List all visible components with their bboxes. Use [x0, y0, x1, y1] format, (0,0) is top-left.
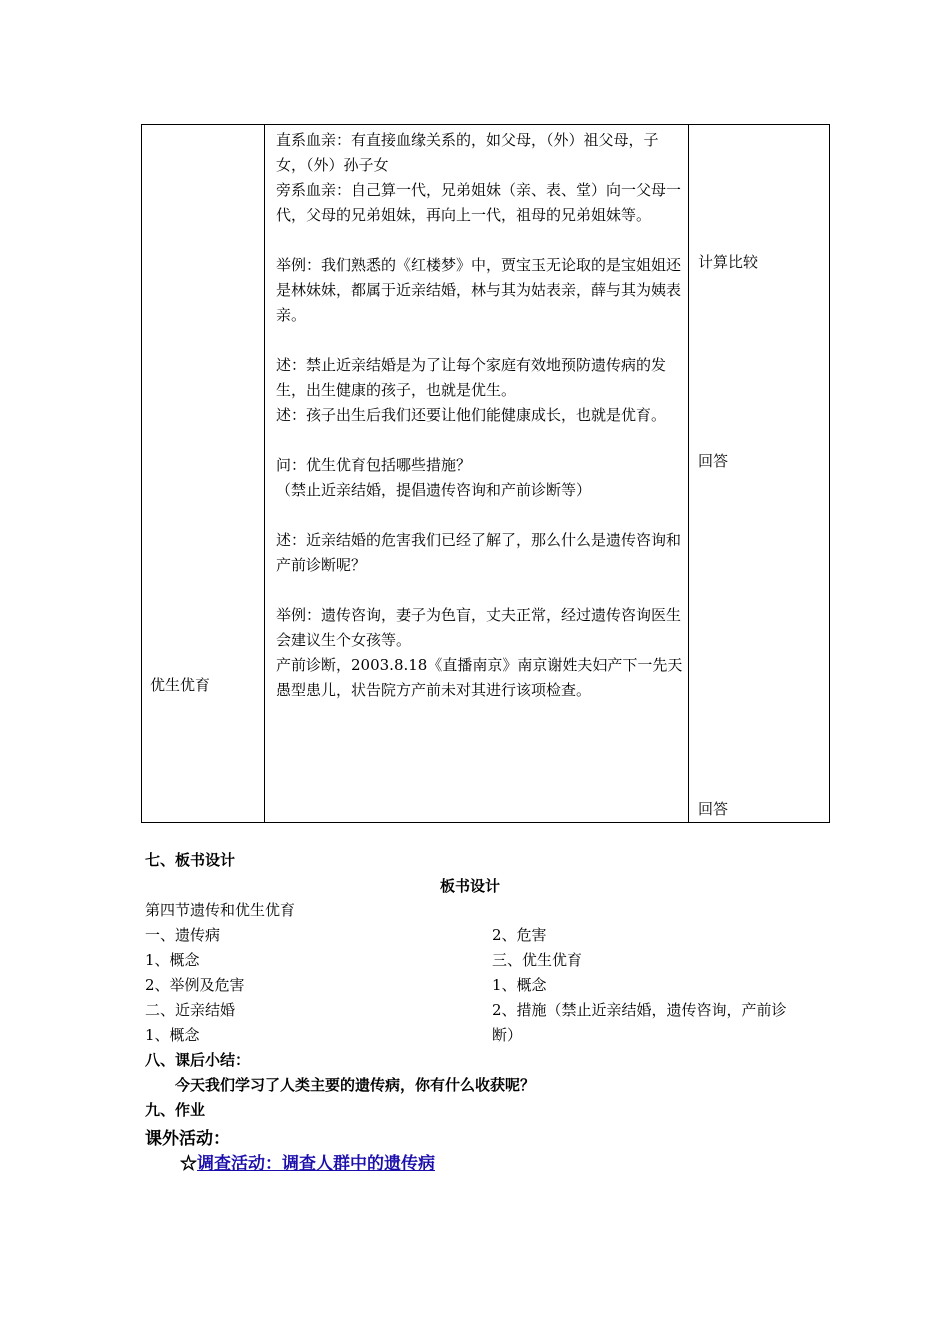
board-left-item: 一、遗传病: [145, 926, 221, 944]
section-9-heading: 九、作业: [145, 1101, 206, 1119]
lesson-table: [141, 124, 830, 823]
section-7-heading: 七、板书设计: [145, 851, 236, 869]
blank-line: [276, 503, 688, 528]
board-left-item: 2、举例及危害: [145, 976, 245, 994]
content-paragraph: 述：禁止近亲结婚是为了让每个家庭有效地预防遗传病的发生，出生健康的孩子，也就是优生。: [276, 356, 667, 399]
right-note: 回答: [698, 800, 729, 818]
summary-text: 今天我们学习了人类主要的遗传病，你有什么收获呢？: [175, 1076, 536, 1094]
blank-line: [276, 578, 688, 603]
column-divider-right: [688, 125, 689, 822]
table-left-label: 优生优育: [150, 676, 211, 694]
content-paragraph: （禁止近亲结婚，提倡遗传咨询和产前诊断等）: [276, 481, 592, 499]
content-paragraph: 述：近亲结婚的危害我们已经了解了，那么什么是遗传咨询和产前诊断呢？: [276, 531, 682, 574]
board-right-item: 2、措施（禁止近亲结婚，遗传咨询，产前诊: [492, 1001, 787, 1019]
board-left-item: 1、概念: [145, 951, 200, 969]
right-note: 计算比较: [698, 253, 759, 271]
board-title: 板书设计: [440, 877, 501, 895]
activity-link[interactable]: 调查活动：调查人群中的遗传病: [197, 1154, 435, 1174]
board-left-item: 1、概念: [145, 1026, 200, 1044]
column-divider-left: [264, 125, 265, 822]
board-right-item: 三、优生优育: [492, 951, 583, 969]
content-paragraph: 旁系血亲：自己算一代，兄弟姐妹（亲、表、堂）向一父母一代，父母的兄弟姐妹，再向上一代，祖母的兄弟姐妹等。: [276, 181, 682, 224]
activity-line: [180, 1149, 435, 1174]
board-right-item: 1、概念: [492, 976, 547, 994]
board-right-item: 2、危害: [492, 926, 547, 944]
right-note: 回答: [698, 452, 729, 470]
content-paragraph: 举例：我们熟悉的《红楼梦》中，贾宝玉无论取的是宝姐姐还是林妹妹，都属于近亲结婚，林与其为姑表亲，薛与其为姨表亲。: [276, 256, 682, 324]
content-paragraph: 问：优生优育包括哪些措施？: [276, 456, 472, 474]
blank-line: [276, 228, 688, 253]
section-8-heading: 八、课后小结：: [145, 1051, 251, 1069]
board-subtitle: 第四节遗传和优生优育: [145, 901, 296, 919]
table-content: [276, 128, 688, 703]
blank-line: [276, 328, 688, 353]
star-icon: ☆: [180, 1154, 197, 1174]
content-paragraph: 述：孩子出生后我们还要让他们能健康成长，也就是优育。: [276, 406, 667, 424]
board-right-item: 断）: [492, 1026, 523, 1044]
content-paragraph: 举例：遗传咨询，妻子为色盲，丈夫正常，经过遗传咨询医生会建议生个女孩等。: [276, 606, 682, 649]
activity-title: 课外活动：: [145, 1129, 230, 1149]
board-left-item: 二、近亲结婚: [145, 1001, 236, 1019]
blank-line: [276, 428, 688, 453]
content-paragraph: 直系血亲：有直接血缘关系的，如父母，（外）祖父母，子女，（外）孙子女: [276, 131, 659, 174]
content-paragraph: 产前诊断，2003.8.18《直播南京》南京谢姓夫妇产下一先天愚型患儿，状告院方产前未对其进行该项检查。: [276, 656, 683, 699]
